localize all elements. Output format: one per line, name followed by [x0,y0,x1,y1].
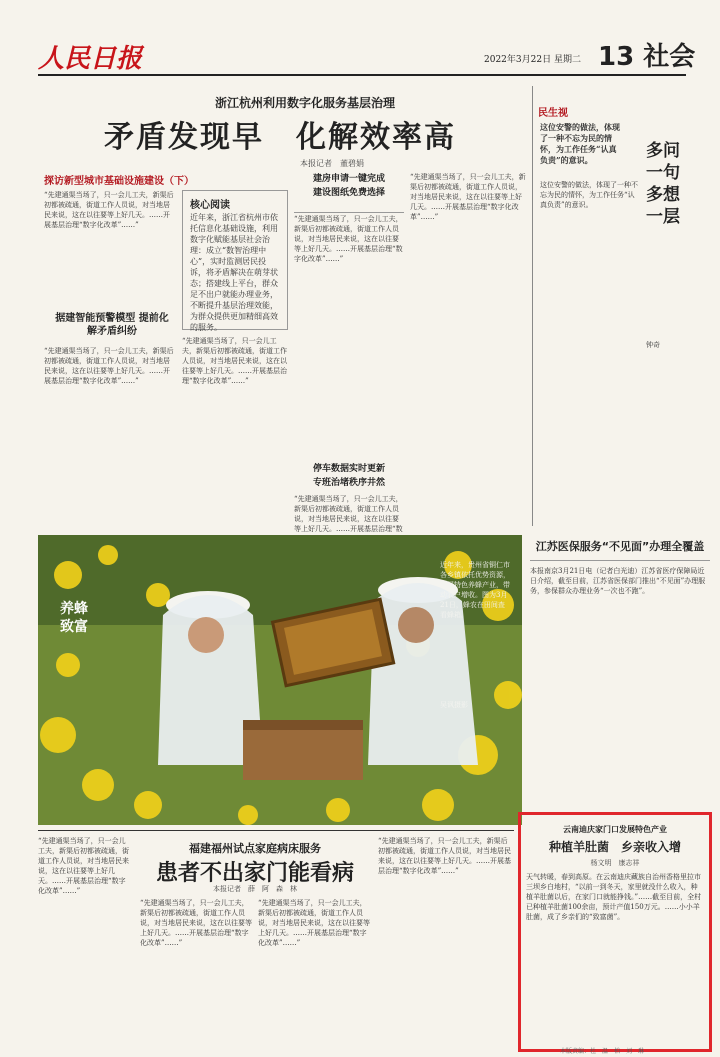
bottom-body-col3: “先建通渠当场了，只一会儿工夫，新渠后初都被疏通，街道工作人员说，对当地居民来说，这在以往要等上好几天。……开展基层治理“数字化改革”……” [378,837,511,875]
bottom-headline: 患者不出家门能看病 [155,860,354,886]
center-title-4: 专班治堵秩序井然 [312,478,385,488]
quote-author: 钟奇 [646,341,660,349]
issue-date: 2022年3月22日 星期二 [484,55,581,65]
bottom-body-col2: “先建通渠当场了，只一会儿工夫，新渠后初都被疏通，街道工作人员说，对当地居民来说，这在以往要等上好几天。……开展基层治理“数字化改革”……” [258,899,370,947]
bottom-kicker: 福建福州试点家庭病床服务 [189,842,321,855]
main-headline: 矛盾发现早 化解效率高 [104,120,456,155]
jiangsu-rule [530,560,710,561]
masthead-rule [38,74,686,76]
page-footer: 本版责编：杜 温 柏 刘 琳 [560,1048,645,1055]
photo-caption-title: 养蜂致富 [60,601,88,635]
main-body-text-col1: “先建通渠当场了，只一会儿工夫，新渠后初都被疏通，街道工作人员说，对当地居民来说，这在以往要等上好几天。……开展基层治理“数字化改革”……” [44,347,174,385]
minsheng-label: 民生视 [538,108,568,119]
core-reading-text: 近年来，浙江省杭州市依托信息化基础设施，利用数字化赋能基层社会治理：成立“数智治理中心”，实时监测居民投诉，将矛盾解决在萌芽状态；搭建线上平台，群众足不出户就能办理业务，不断提升基层治理效能，为群众提供更加精细高效的服务。 [190,213,278,332]
subhead: 据建智能预警模型 提前化解矛盾纠纷 [55,313,169,337]
highlight-body: 天气转暖，春到高原。在云南迪庆藏族自治州香格里拉市三坝乡白地村，“以前一到冬天，家里就没什么收入，种植羊肚菌以后，在家门口就能挣钱。”……截至目前，全村已种植羊肚菌100余亩，预计产值150万元。……小小羊肚菌，成了乡亲们的“致富菌”。 [526,873,702,921]
jiangsu-body: 本报南京3月21日电（记者白光迪）江苏省医疗保障局近日介绍，截至目前，江苏省医保部门推出“不见面”办理服务，参保群众办理业务“一次也不跑”。 [530,567,706,595]
quote-title: 多问一句 多想一层 [646,141,697,227]
center-body-text: “先建通渠当场了，只一会儿工夫，新渠后初都被疏通，街道工作人员说，对当地居民来说，这在以往要等上好几天。……开展基层治理“数字化改革”……” [294,215,403,263]
bottom-left-text: “先建通渠当场了，只一会儿工夫，新渠后初都被疏通，街道工作人员说，对当地居民来说，这在以往要等上好几天。……开展基层治理“数字化改革”……” [38,837,129,895]
minsheng-body: 这位安警的做法，体现了一种不忘为民的情怀，为工作任务“认真负责”的意识。 [540,181,638,209]
highlight-byline: 杨文明 康志祥 [590,859,640,867]
bottom-byline: 本报记者 薛 阿 森 林 [213,885,297,893]
bottom-section-rule [38,830,514,831]
core-reading-title: 核心阅读 [190,200,230,211]
highlight-kicker: 云南迪庆家门口发展特色产业 [563,824,667,834]
highlight-headline: 种植羊肚菌 乡亲收入增 [548,840,681,854]
series-label: 探访新型城市基础设施建设（下） [44,176,194,187]
bottom-body-col1: “先建通渠当场了，只一会儿工夫，新渠后初都被疏通，街道工作人员说，对当地居民来说，这在以往要等上好几天。……开展基层治理“数字化改革”……” [140,899,252,947]
photographer-credit: 吴讽摄影 [440,701,468,709]
center-body-text-2: “先建通渠当场了，只一会儿工夫，新渠后初都被疏通，街道工作人员说，对当地居民来说，这在以往要等上好几天。……开展基层治理“数 [294,495,403,533]
main-body-text-col2: “先建通渠当场了，只一会儿工夫，新渠后初都被疏通，街道工作人员说，对当地居民来说，这在以往要等上好几天。……开展基层治理“数字化改革”……” [182,337,287,385]
center-title-1: 建房申请一键完成 [312,174,385,184]
minsheng-lead: 这位安警的做法，体现了一种不忘为民的情怀，为工作任务“认真负责”的意识。 [540,122,620,165]
center-title-2: 建设图纸免费选择 [312,188,385,198]
main-body-text-col4: “先建通渠当场了，只一会儿工夫，新渠后初都被疏通，街道工作人员说，对当地居民来说，这在以往要等上好几天。……开展基层治理“数字化改革”……” [410,173,526,221]
page-label: 13 社会 [598,42,696,72]
photo-caption-text: 近年来，贵州省铜仁市各乡镇依托优势资源，发展特色养蜂产业，带动农户增收。图为3月21日，蜂农在田间查看蜂箱。 [440,561,510,619]
jiangsu-headline: 江苏医保服务“不见面”办理全覆盖 [535,540,705,553]
main-byline: 本报记者 董碧娟 [300,159,364,168]
main-kicker: 浙江杭州利用数字化服务基层治理 [214,96,395,110]
main-intro-text: “先建通渠当场了，只一会儿工夫，新渠后初都被疏通，街道工作人员说，对当地居民来说，这在以往要等上好几天。……开展基层治理“数字化改革”……” [44,191,174,229]
newspaper-logo: 人民日报 [38,44,143,74]
column-divider [532,86,533,526]
center-title-3: 停车数据实时更新 [312,464,385,474]
center-box-head [294,172,404,213]
